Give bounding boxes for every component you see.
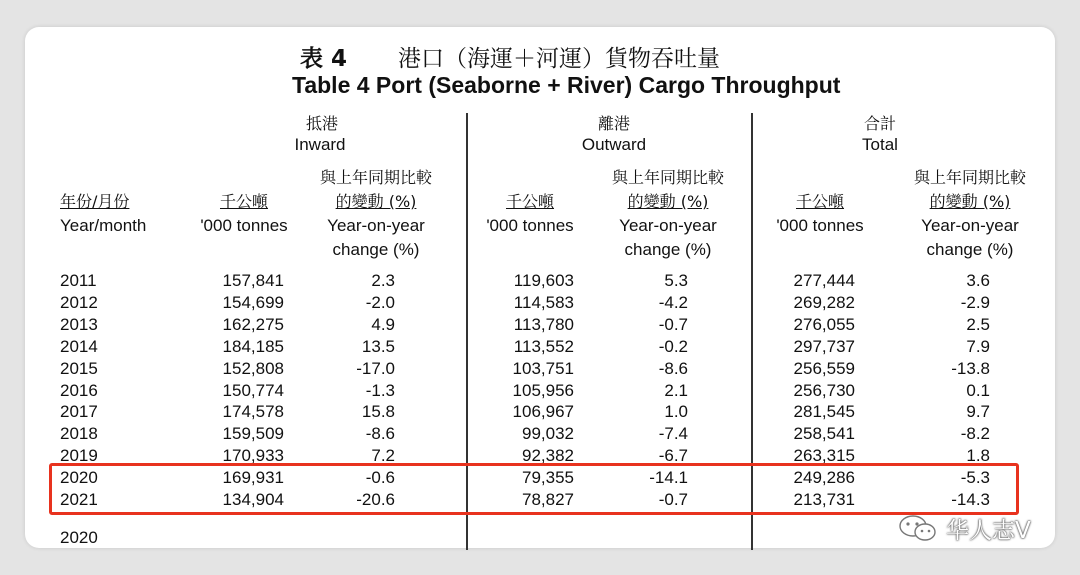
total-header-cn: 合計 bbox=[863, 114, 897, 133]
cell-outward-change: -4.2 bbox=[658, 292, 688, 312]
cell-inward-tonnes: 154,699 bbox=[222, 292, 284, 312]
cell-total-tonnes: 258,541 bbox=[793, 424, 855, 444]
total-tonnes-header-en: '000 tonnes bbox=[776, 216, 864, 235]
cell-total-tonnes: 256,559 bbox=[793, 358, 855, 378]
cell-total-tonnes: 281,545 bbox=[793, 402, 855, 422]
total-change-header-cn2: 的變動 (%) bbox=[929, 192, 1011, 211]
cell-outward-tonnes: 103,751 bbox=[512, 358, 574, 378]
cell-inward-tonnes: 157,841 bbox=[222, 271, 284, 290]
cell-outward-change: 5.3 bbox=[664, 271, 688, 290]
cell-inward-tonnes: 170,933 bbox=[222, 446, 284, 466]
cell-inward-tonnes: 152,808 bbox=[222, 358, 284, 378]
cell-total-change: -14.3 bbox=[951, 490, 990, 509]
inward-change-header-en1: Year-on-year bbox=[327, 216, 425, 235]
cell-year: 2018 bbox=[60, 424, 98, 444]
cell-year: 2015 bbox=[60, 358, 98, 378]
inward-change-header-cn1: 與上年同期比較 bbox=[319, 168, 433, 187]
year-header-en: Year/month bbox=[60, 216, 147, 235]
cell-inward-tonnes: 159,509 bbox=[222, 424, 284, 444]
cell-year: 2020 bbox=[60, 468, 98, 488]
outward-change-header-en1: Year-on-year bbox=[619, 216, 717, 235]
cell-outward-tonnes: 92,382 bbox=[522, 446, 574, 466]
cell-year: 2016 bbox=[60, 380, 98, 400]
cell-year: 2014 bbox=[60, 336, 98, 356]
cell-year: 2012 bbox=[60, 292, 98, 312]
cell-outward-tonnes: 99,032 bbox=[522, 424, 574, 444]
cell-inward-change: 4.9 bbox=[371, 314, 395, 334]
outward-tonnes-header-en: '000 tonnes bbox=[486, 216, 574, 235]
cell-inward-change: -8.6 bbox=[365, 424, 395, 444]
cell-year: 2017 bbox=[60, 402, 98, 422]
title-en: Table 4 Port (Seaborne + River) Cargo Throughput bbox=[292, 72, 841, 98]
cell-total-change: 2.5 bbox=[966, 314, 990, 334]
cell-total-tonnes: 276,055 bbox=[793, 314, 855, 334]
cell-inward-change: -0.6 bbox=[365, 468, 395, 488]
cell-outward-change: -0.7 bbox=[658, 314, 688, 334]
cell-year: 2019 bbox=[60, 446, 98, 466]
outward-change-header-cn2: 的變動 (%) bbox=[627, 192, 709, 211]
inward-header-en: Inward bbox=[294, 135, 346, 154]
cell-total-tonnes: 297,737 bbox=[793, 336, 855, 356]
cell-inward-tonnes: 174,578 bbox=[222, 402, 284, 422]
cell-outward-change: -7.4 bbox=[658, 424, 688, 444]
cell-inward-change: -2.0 bbox=[365, 292, 395, 312]
cell-outward-change: 2.1 bbox=[664, 380, 688, 400]
inward-change-header-cn2: 的變動 (%) bbox=[335, 192, 417, 211]
cell-inward-tonnes: 134,904 bbox=[222, 490, 284, 509]
cell-outward-tonnes: 78,827 bbox=[522, 490, 574, 509]
cell-total-tonnes: 277,444 bbox=[793, 271, 855, 290]
inward-tonnes-header-cn: 千公噸 bbox=[219, 192, 269, 211]
cell-total-tonnes: 269,282 bbox=[793, 292, 855, 312]
cell-outward-change: -0.7 bbox=[658, 490, 688, 509]
cell-total-tonnes: 213,731 bbox=[793, 490, 855, 509]
inward-change-header-en2: change (%) bbox=[332, 240, 420, 259]
cell-outward-change: -8.6 bbox=[658, 358, 688, 378]
cell-outward-tonnes: 79,355 bbox=[522, 468, 574, 488]
cell-inward-change: 15.8 bbox=[361, 402, 395, 422]
inward-tonnes-header-en: '000 tonnes bbox=[200, 216, 288, 235]
cell-total-tonnes: 263,315 bbox=[793, 446, 855, 466]
cell-total-change: -2.9 bbox=[960, 292, 990, 312]
cell-inward-tonnes: 169,931 bbox=[222, 468, 284, 488]
cell-total-tonnes: 256,730 bbox=[793, 380, 855, 400]
cell-inward-tonnes: 184,185 bbox=[222, 336, 284, 356]
cell-inward-change: -17.0 bbox=[356, 358, 395, 378]
cell-total-change: -5.3 bbox=[960, 468, 990, 488]
total-header-en: Total bbox=[862, 135, 898, 154]
cell-total-change: -13.8 bbox=[951, 358, 990, 378]
cell-inward-change: 13.5 bbox=[361, 336, 395, 356]
inward-header-cn: 抵港 bbox=[305, 114, 339, 133]
watermark-text: 华人志V bbox=[946, 518, 1031, 544]
cell-inward-tonnes: 150,774 bbox=[222, 380, 284, 400]
outward-change-header-cn1: 與上年同期比較 bbox=[611, 168, 725, 187]
cell-inward-change: 7.2 bbox=[371, 446, 395, 466]
footer-year: 2020 bbox=[60, 528, 98, 547]
total-change-header-en1: Year-on-year bbox=[921, 216, 1019, 235]
total-tonnes-header-cn: 千公噸 bbox=[795, 192, 845, 211]
cell-outward-tonnes: 113,552 bbox=[513, 336, 574, 356]
total-change-header-cn1: 與上年同期比較 bbox=[913, 168, 1027, 187]
cell-outward-tonnes: 113,780 bbox=[513, 314, 574, 334]
cell-year: 2021 bbox=[60, 490, 98, 509]
cell-total-change: 3.6 bbox=[966, 271, 990, 290]
cell-inward-tonnes: 162,275 bbox=[222, 314, 284, 334]
total-change-header-en2: change (%) bbox=[926, 240, 1014, 259]
outward-change-header-en2: change (%) bbox=[624, 240, 712, 259]
cell-total-change: 0.1 bbox=[966, 380, 990, 400]
cell-total-tonnes: 249,286 bbox=[793, 468, 855, 488]
cell-outward-change: 1.0 bbox=[664, 402, 688, 422]
cell-outward-change: -0.2 bbox=[658, 336, 688, 356]
cell-year: 2011 bbox=[60, 271, 97, 290]
year-header-cn: 年份/月份 bbox=[60, 192, 130, 211]
cell-inward-change: -20.6 bbox=[356, 490, 395, 509]
cell-outward-tonnes: 105,956 bbox=[512, 380, 574, 400]
cell-outward-tonnes: 106,967 bbox=[512, 402, 574, 422]
cell-total-change: -8.2 bbox=[960, 424, 990, 444]
cell-total-change: 9.7 bbox=[966, 402, 990, 422]
table-number: 表 4 bbox=[300, 46, 348, 72]
cell-inward-change: 2.3 bbox=[371, 271, 395, 290]
outward-header-en: Outward bbox=[581, 135, 647, 154]
cell-outward-tonnes: 119,603 bbox=[513, 271, 574, 290]
cell-total-change: 7.9 bbox=[966, 336, 990, 356]
outward-header-cn: 離港 bbox=[597, 114, 631, 133]
highlight-box-2020-2021 bbox=[49, 463, 1019, 515]
cell-outward-change: -6.7 bbox=[658, 446, 688, 466]
cell-outward-change: -14.1 bbox=[649, 468, 688, 488]
outward-tonnes-header-cn: 千公噸 bbox=[505, 192, 555, 211]
cell-outward-tonnes: 114,583 bbox=[513, 292, 574, 312]
cell-total-change: 1.8 bbox=[966, 446, 990, 466]
cell-inward-change: -1.3 bbox=[365, 380, 395, 400]
cell-year: 2013 bbox=[60, 314, 98, 334]
title-cn-text: 港口（海運＋河運）貨物吞吐量 bbox=[398, 46, 720, 72]
